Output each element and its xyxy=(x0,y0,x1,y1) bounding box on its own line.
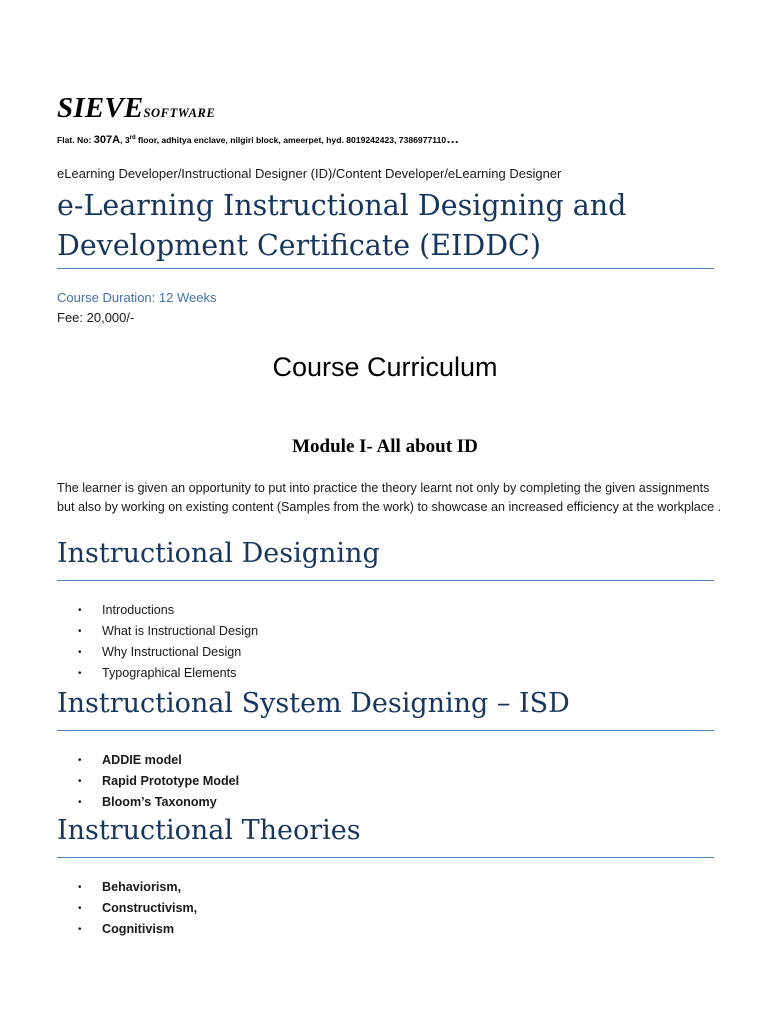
list-item xyxy=(78,600,258,621)
bullet-icon: • xyxy=(78,647,82,658)
job-roles-line: eLearning Developer/Instructional Designer (ID)/Content Developer/eLearning Designer xyxy=(57,166,562,181)
bullet-icon: • xyxy=(78,924,82,935)
bullet-icon: • xyxy=(78,755,82,766)
bullet-icon: • xyxy=(78,668,82,679)
bullet-icon: • xyxy=(78,903,82,914)
list-item-label: Rapid Prototype Model xyxy=(102,774,240,788)
list-item-label: Typographical Elements xyxy=(102,666,237,680)
list-item xyxy=(78,663,258,684)
section-divider xyxy=(57,857,714,858)
list-item xyxy=(78,621,258,642)
list-item-label: Introductions xyxy=(102,603,175,617)
list-item xyxy=(78,792,239,813)
bullet-icon: • xyxy=(78,882,82,893)
list-item-label: What is Instructional Design xyxy=(102,624,259,638)
address-details: floor, adhitya enclave, nilgiri block, ameerpet, hyd. 8019242423, 7386977110 xyxy=(135,135,447,145)
module-heading: Module I- All about ID xyxy=(292,436,478,457)
list-item xyxy=(78,898,197,919)
address-prefix: Flat. No: xyxy=(57,135,94,145)
section-title-instructional-theories: Instructional Theories xyxy=(57,815,361,846)
course-duration: Course Duration: 12 Weeks xyxy=(57,290,217,305)
address-ellipsis: … xyxy=(446,131,460,146)
course-fee: Fee: 20,000/- xyxy=(57,310,135,325)
list-item xyxy=(78,771,239,792)
list-item xyxy=(78,642,258,663)
list-item-label: Constructivism, xyxy=(102,901,198,915)
title-divider xyxy=(57,268,714,269)
company-address xyxy=(57,131,459,146)
address-floor-number: , 3 xyxy=(120,135,130,145)
topic-list-theories xyxy=(78,877,197,940)
brand-subtitle: SOFTWARE xyxy=(143,106,216,120)
list-item-label: Cognitivism xyxy=(102,922,175,936)
list-item-label: ADDIE model xyxy=(102,753,182,767)
curriculum-heading: Course Curriculum xyxy=(272,352,498,382)
list-item-label: Bloom’s Taxonomy xyxy=(102,795,217,809)
document-title: e-Learning Instructional Designing and Development Certificate (EIDDC) xyxy=(57,189,627,262)
address-floor-suffix: rd xyxy=(129,135,136,142)
module-description: The learner is given an opportunity to put into practice the theory learnt not only by completing the given assignments but also by working on existing content (Samples from the work) to showcase an increased efficiency at the workplace . xyxy=(57,481,722,514)
topic-list-isd xyxy=(78,750,239,813)
brand-name: SIEVE xyxy=(57,92,144,124)
section-title-instructional-designing: Instructional Designing xyxy=(57,538,380,569)
list-item xyxy=(78,750,239,771)
bullet-icon: • xyxy=(78,797,82,808)
bullet-icon: • xyxy=(78,626,82,637)
list-item xyxy=(78,877,197,898)
bullet-icon: • xyxy=(78,776,82,787)
section-title-isd: Instructional System Designing – ISD xyxy=(57,688,570,719)
topic-list-instructional-designing xyxy=(78,600,258,684)
company-logo xyxy=(57,92,215,125)
section-divider xyxy=(57,580,714,581)
list-item-label: Behaviorism, xyxy=(102,880,182,894)
section-divider xyxy=(57,730,714,731)
address-flat: 307A xyxy=(93,134,121,146)
list-item-label: Why Instructional Design xyxy=(102,645,242,659)
bullet-icon: • xyxy=(78,605,82,616)
list-item xyxy=(78,919,197,940)
